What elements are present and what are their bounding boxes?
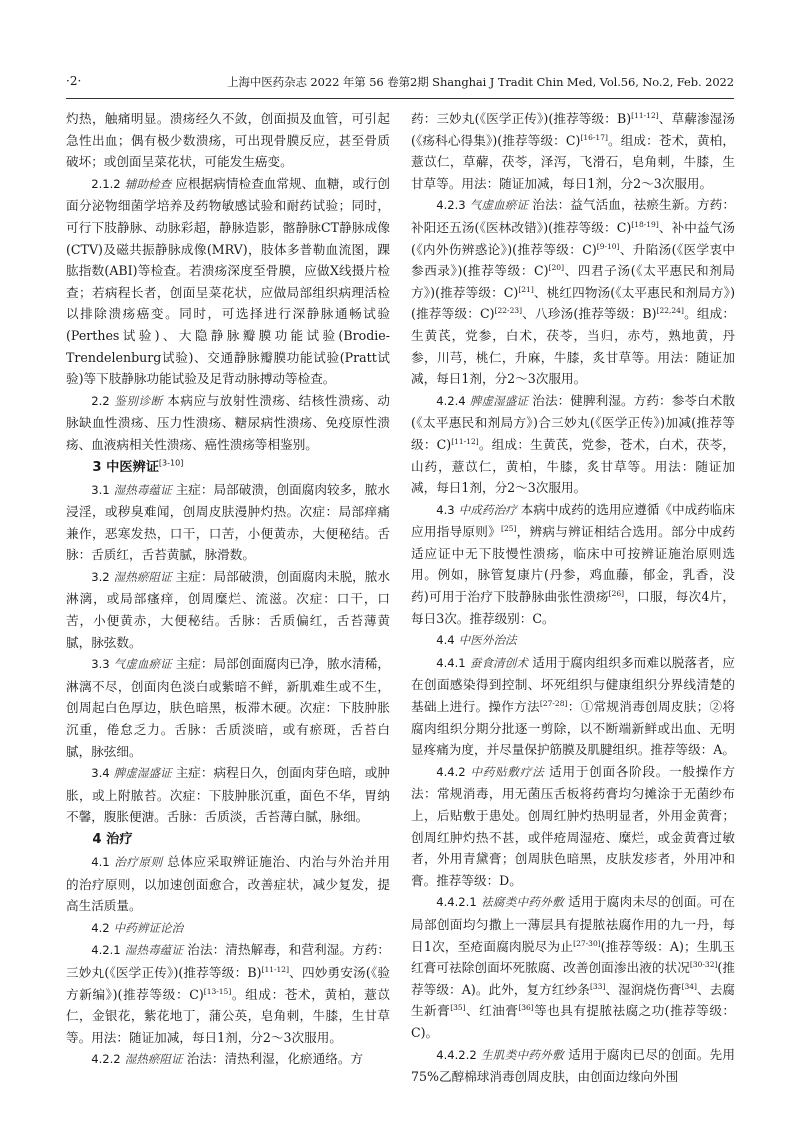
section-3-4: 3.4 脾虚湿盛证 主症：病程日久，创面肉芽色暗，或肿胀，或上附脓苔。次症：下肢肿胀沉重，面色不华，胃纳不馨，腹胀便溏。舌脉：舌质淡，舌苔薄白腻，脉细。 [66, 765, 390, 825]
left-column [66, 108, 390, 1071]
section-4-4-2-2: 4.4.2.2 生肌类中药外敷 适用于腐肉已尽的创面。先用75%乙醇棉球消毒创周皮肤，由创面边缘向外围 [411, 1046, 735, 1085]
section-3-3: 3.3 气虚血瘀证 主症：局部创面腐肉已净，脓水清稀，淋漓不尽，创面肉色淡白或紫暗不鲜，新肌难生或不生，创周起白色厚边，肤色暗黑，板滞木硬。次症：下肢肿胀沉重，倦怠乏力。舌脉：舌质淡暗，或有瘀斑，舌苔白腻，脉弦细。 [66, 656, 390, 759]
subsection-heading: 治疗原则 [114, 855, 163, 869]
subsection-heading: 湿热瘀阻证 [113, 569, 172, 584]
subsection-heading: 湿热瘀阻证 [124, 1052, 183, 1067]
subsection-heading: 脾虚湿盛证 [113, 766, 172, 781]
section-4-4-2-1: 4.4.2.1 祛腐类中药外敷 适用于腐肉未尽的创面。可在局部创面均匀撒上一薄层具有提脓祛腐作用的九一丹，每日1次，至疮面腐肉脱尽为止[27-30](推荐等级：A)；生肌玉红膏可祛除创面坏死脓腐、改善创面渗出液的状况[30-32](推荐等级：A)。此外，复方红纱条[33]、湿润烧伤膏[34]、去腐生新膏[35]、红油膏[36]等也具有提脓祛腐之功(推荐等级：C)。 [411, 894, 736, 1040]
subsection-heading: 气虚血瘀证 [113, 657, 172, 672]
section-4-3: 4.3 中成药治疗 本病中成药的选用应遵循《中成药临床应用指导原则》[25]，辨病与辨证相结合选用。部分中成药适应证中无下肢慢性溃疡，临床中可按辨证施治原则选用。例如，脉管复康片(丹参，鸡血藤，郁金，乳香，没药)可用于治疗下肢静脉曲张性溃疡[26]，口服，每次4片，每日3次。推荐级别：C。 [411, 501, 736, 626]
journal-citation: 上海中医药杂志 2022 年第 56 卷第2期 Shanghai J Tradit Chin Med, Vol.56, No.2, Feb. 2022 [227, 75, 734, 89]
right-column [411, 108, 735, 1088]
section-4-4-2: 4.4.2 中药贴敷疗法 适用于创面各阶段。一般操作方法：常规消毒，用无菌压舌板将药膏均匀摊涂于无菌纱布上，后贴敷于患处。创周红肿灼热明显者，外用金黄膏；创周红肿灼热不甚，或伴疮周湿疮、糜烂，或金黄膏过敏者，外用青黛膏；创周肤色暗黑，皮肤发疹者，外用冲和膏。推荐等级：D。 [411, 763, 735, 888]
section-4-2: 4.2 中药辨证论治 [91, 920, 184, 935]
section-4-2-4: 4.2.4 脾虚湿盛证 治法：健脾利湿。方药：参苓白术散(《太平惠民和剂局方》)合三妙丸(《医学正传》)加减(推荐等级：C)[11-12]。组成：生黄芪，党参，苍术，白术，茯苓，山药，薏苡仁，黄柏，牛膝，炙甘草等。用法：随证加减，每日1剂，分2～3次服用。 [411, 392, 735, 496]
paragraph: 药：三妙丸(《医学正传》)(推荐等级：B)[11-12]、草薢渗湿汤(《疡科心得集》)(推荐等级：C)[16-17]。组成：苍术，黄柏，薏苡仁，草薢，茯苓，泽泻，飞滑石，皂角刺，牛膝，生甘草等。用法：随证加减，每日1剂，分2～3次服用。 [411, 110, 736, 191]
subsection-heading: 中医外治法 [458, 633, 517, 648]
subsection-heading: 脾虚湿盛证 [469, 393, 529, 408]
paragraph: 灼热，触痛明显。溃疡经久不敛，创面损及血管，可引起急性出血；偶有极少数溃疡，可出现骨膜反应，甚至骨质破坏；或创面呈菜花状，可能发生癌变。 [66, 111, 390, 170]
section-3-2: 3.2 湿热瘀阻证 主症：局部破溃，创面腐肉未脱，脓水淋漓，或局部瘙痒，创周糜烂、流滋。次症：口干，口苦，小便黄赤，大便秘结。舌脉：舌质偏红，舌苔薄黄腻，脉弦数。 [66, 568, 390, 650]
subsection-heading: 中药贴敷疗法 [470, 764, 545, 779]
subsection-heading: 中成药治疗 [458, 502, 517, 517]
section-4-2-3: 4.2.3 气虚血瘀证 治法：益气活血，祛瘀生新。方药：补阳还五汤(《医林改错》)(推荐等级：C)[18-19]、补中益气汤(《内外伤辨惑论》)(推荐等级：C)[9-10]、升陷汤(《医学衷中参西录》)(推荐等级：C)[20]、四君子汤(《太平惠民和剂局方》)(推荐等级：C)[21]、桃红四物汤(《太平惠民和剂局方》)(推荐等级：C)[22-23]、八珍汤(推荐等级：B)[22,24]。组成：生黄芪，党参，白术，茯苓，当归，赤芍，熟地黄，丹参，川芎，桃仁，升麻，牛膝，炙甘草等。用法：随证加减，每日1剂，分2～3次服用。 [411, 197, 736, 387]
section-4-heading: 4 治疗 [92, 832, 133, 847]
subsection-heading: 蚕食清创术 [469, 655, 529, 670]
section-4-1: 4.1 治疗原则 总体应采取辨证施治、内治与外治并用的治疗原则，以加速创面愈合，改善症状，减少复发，提高生活质量。 [66, 854, 390, 914]
page-number: ·2· [66, 74, 82, 88]
section-4-2-1: 4.2.1 湿热毒蕴证 治法：清热解毒，和营利湿。方药：三妙丸(《医学正传》)(推荐等级：B)[11-12]、四妙勇安汤(《验方新编》)(推荐等级：C)[13-15]。组成：苍术，黄柏，薏苡仁，金银花，紫花地丁，蒲公英，皂角刺，牛膝，生甘草等。用法：随证加减，每日1剂，分2～3次服用。 [66, 942, 391, 1045]
subsection-heading: 湿热毒蕴证 [124, 943, 184, 958]
section-4-4-1: 4.4.1 蚕食清创术 适用于腐肉组织多而难以脱落者，应在创面感染得到控制、坏死组织与健康组织分界线清楚的基础上进行。操作方法[27-28]：①常规消毒创周皮肤；②将腐肉组织分期分批逐一剪除，以不断端新鲜或出血、无明显疼痛为度，并尽量保护筋膜及肌腱组织。推荐等级：A。 [411, 654, 736, 758]
section-4-2-2: 4.2.2 湿热瘀阻证 治法：清热利湿，化瘀通络。方 [91, 1051, 364, 1067]
subsection-heading: 中药辨证论治 [113, 920, 184, 935]
subsection-heading: 气虚血瘀证 [469, 198, 529, 213]
section-4-4: 4.4 中医外治法 [436, 633, 517, 648]
section-3-1: 3.1 湿热毒蕴证 主症：局部破溃，创面腐肉较多，脓水浸淫，或秽臭难闻，创周皮肤漫肿灼热。次症：局部痒痛兼作，恶寒发热，口干，口苦，小便黄赤，大便秘结。舌脉：舌质红，舌苔黄腻，脉滑数。 [66, 481, 390, 563]
section-3-heading: 3 中医辨证[3-10] [92, 458, 184, 475]
section-2-2: 2.2 鉴别诊断 本病应与放射性溃疡、结核性溃疡、动脉缺血性溃疡、压力性溃疡、糖尿病性溃疡、免疫原性溃疡、血液病相关性溃疡、癌性溃疡等相鉴别。 [66, 392, 390, 452]
section-2-1-2: 2.1.2 辅助检查 应根据病情检查血常规、血糖，或行创面分泌物细菌学培养及药物敏感试验和耐药试验；同时，可行下肢静脉、动脉彩超，静脉造影，髂静脉CT静脉成像(CTV)及磁共振静脉成像(MRV)，肢体多普勒血流图，踝肱指数(ABI)等检查。若溃疡深度至骨膜，应做X线摄片检查；若病程长者，创面呈菜花状，应做局部组织病理活检以排除溃疡癌变。同时，可选择进行深静脉通畅试验(Perthes试验)、大隐静脉瓣膜功能试验(Brodie-Trendelenburg试验)、交通静脉瓣膜功能试验(Pratt试验)等下肢静脉功能试验及足背动脉搏动等检查。 [66, 175, 390, 387]
subsection-heading: 鉴别诊断 [114, 393, 163, 408]
subsection-heading: 湿热毒蕴证 [113, 482, 172, 497]
subsection-heading: 祛腐类中药外敷 [481, 895, 564, 910]
subsection-heading: 生肌类中药外敷 [481, 1047, 564, 1062]
running-header [66, 72, 734, 99]
subsection-heading: 辅助检查 [124, 176, 172, 191]
